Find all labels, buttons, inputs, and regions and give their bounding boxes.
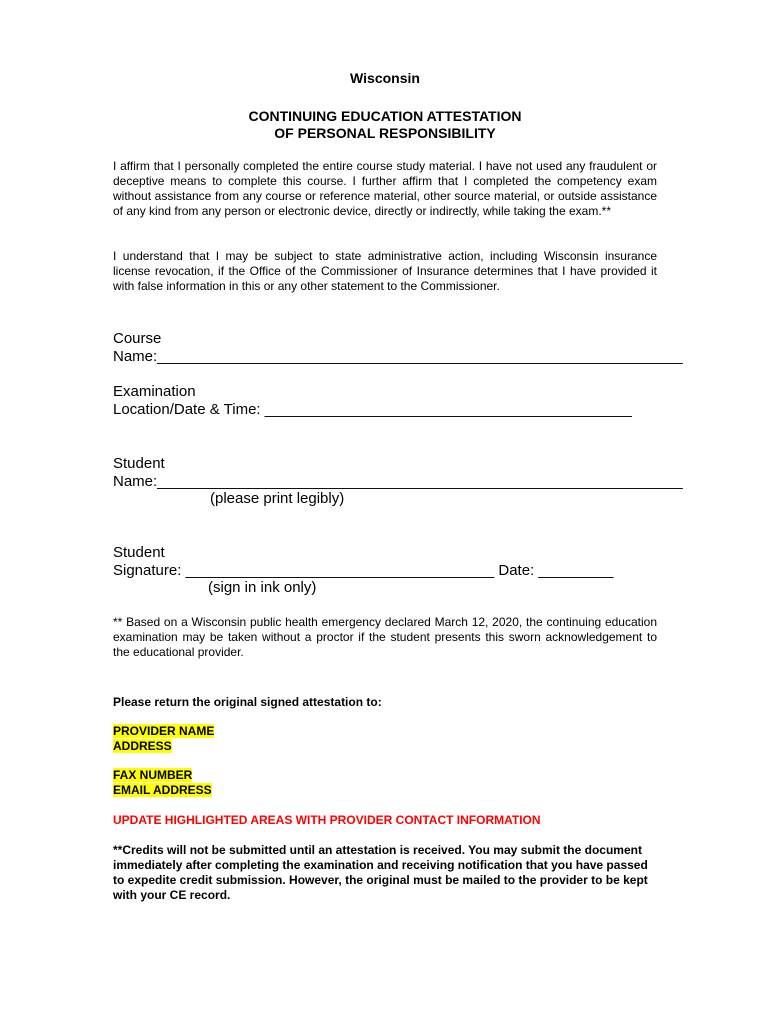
course-name-field[interactable]: Name:_______________________________________________________________: [113, 348, 683, 365]
examination-label: Examination: [113, 383, 196, 400]
proctor-footnote: ** Based on a Wisconsin public health emergency declared March 12, 2020, the continuing education examination may be taken without a proctor if the student presents this sworn acknowledgement to the educational provider.: [113, 615, 657, 659]
return-heading: Please return the original signed attestation to:: [113, 695, 382, 709]
title-line-1: CONTINUING EDUCATION ATTESTATION: [248, 108, 522, 124]
address-highlight: ADDRESS: [113, 739, 172, 753]
email-address-placeholder: [113, 783, 212, 798]
understanding-paragraph: I understand that I may be subject to state administrative action, including Wisconsin insurance license revocation, if the Office of the Commissioner of Insurance determines that I have provided it with false information in this or any other statement to the Commissioner.: [113, 249, 657, 293]
state-heading: Wisconsin: [350, 70, 420, 86]
fax-number-placeholder: [113, 768, 192, 783]
student-signature-date-field[interactable]: Signature: _____________________________________ Date: _________: [113, 562, 614, 579]
sign-in-ink-note: (sign in ink only): [208, 579, 317, 596]
title-line-2: OF PERSONAL RESPONSIBILITY: [274, 125, 496, 141]
course-label: Course: [113, 330, 162, 347]
signature-student-label: Student: [113, 544, 165, 561]
print-legibly-note: (please print legibly): [210, 490, 345, 507]
update-notice: UPDATE HIGHLIGHTED AREAS WITH PROVIDER CONTACT INFORMATION: [113, 813, 541, 827]
fax-number-highlight: FAX NUMBER: [113, 768, 193, 782]
student-name-field[interactable]: Name:_______________________________________________________________: [113, 473, 683, 490]
exam-location-date-time-field[interactable]: Location/Date & Time: ____________________________________________: [113, 401, 632, 418]
credits-notice: **Credits will not be submitted until an attestation is received. You may submit the document immediately after completing the examination and receiving notification that you have passed to expedite credit submission. However, the original must be mailed to the provider to be kept with your CE record.: [113, 843, 648, 902]
address-placeholder: [113, 739, 172, 754]
affirmation-paragraph: I affirm that I personally completed the entire course study material. I have not used any fraudulent or deceptive means to complete this course. I further affirm that I completed the competency exam without assistance from any course or reference material, other source material, or outside assistance of any kind from any person or electronic device, directly or indirectly, while taking the exam.**: [113, 159, 657, 218]
student-label: Student: [113, 455, 165, 472]
provider-name-placeholder: [113, 724, 214, 739]
provider-name-highlight: PROVIDER NAME: [113, 724, 215, 738]
email-address-highlight: EMAIL ADDRESS: [113, 783, 212, 797]
